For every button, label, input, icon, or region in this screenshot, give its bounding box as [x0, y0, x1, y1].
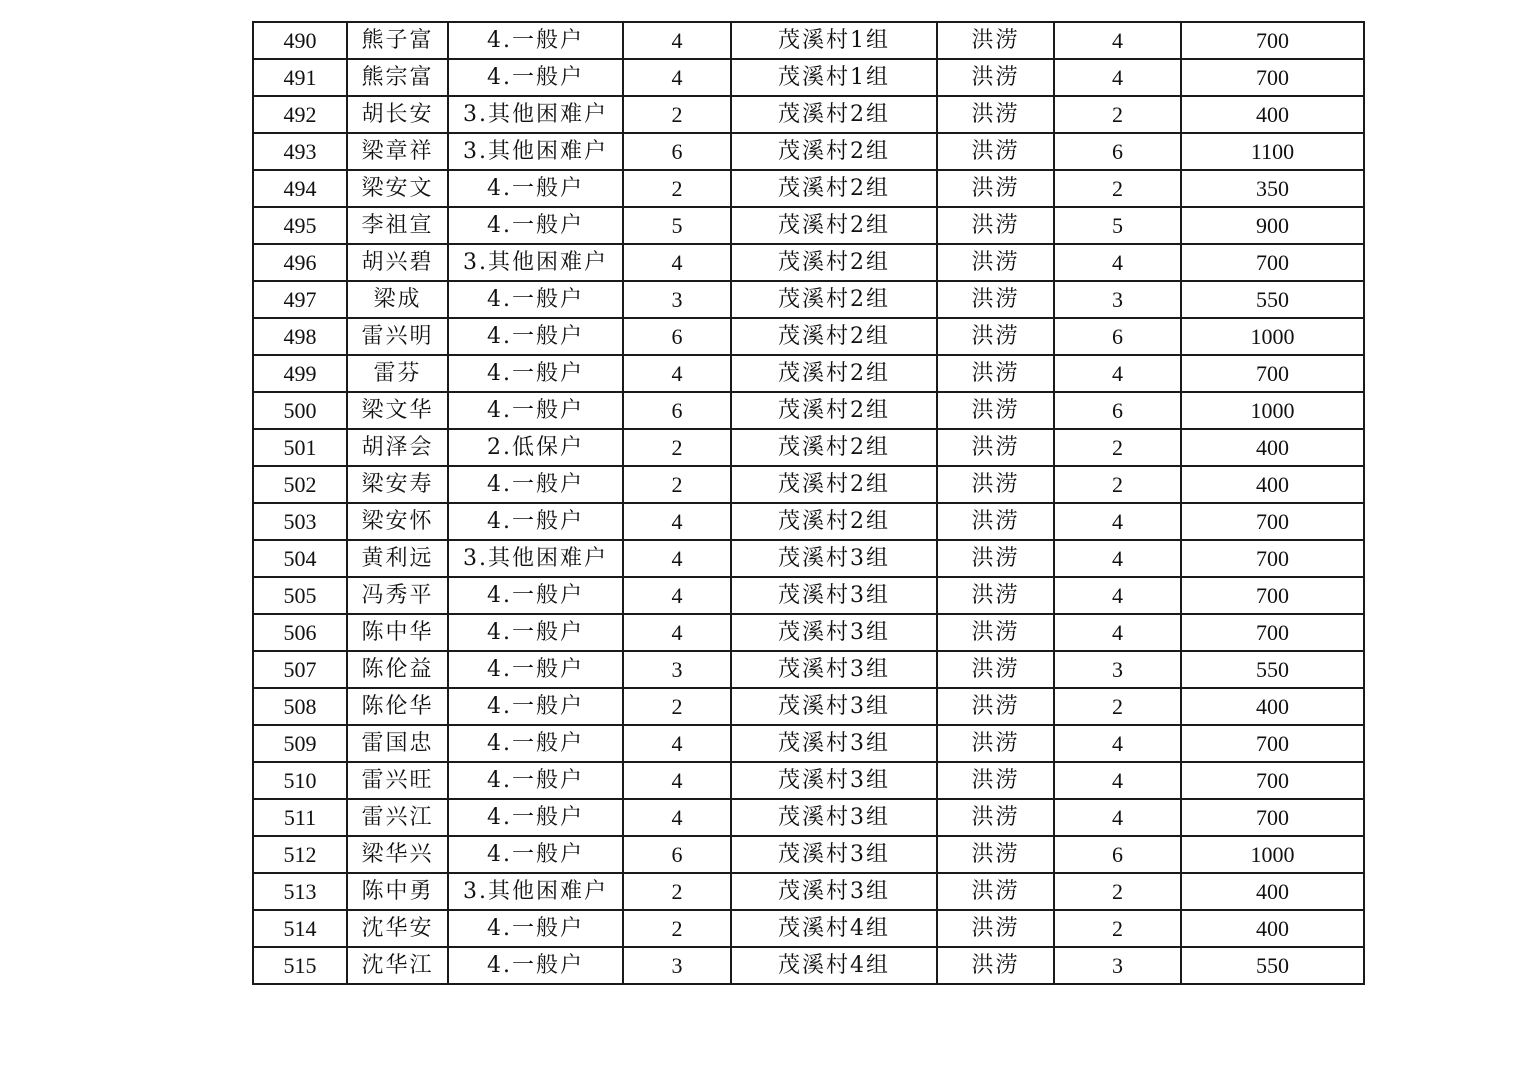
table-row — [253, 429, 1364, 466]
table-row — [253, 318, 1364, 355]
table-row — [253, 688, 1364, 725]
affected-people-cell: 3 — [1054, 947, 1181, 984]
address-cell: 茂溪村2组 — [731, 96, 937, 133]
affected-people-cell: 2 — [1054, 873, 1181, 910]
affected-people-cell: 2 — [1054, 170, 1181, 207]
household-type-cell: 4.一般户 — [448, 170, 623, 207]
affected-people-cell: 5 — [1054, 207, 1181, 244]
table-row — [253, 96, 1364, 133]
name-cell: 陈伦华 — [347, 688, 448, 725]
row-number-cell: 490 — [253, 22, 347, 59]
amount-cell: 700 — [1181, 244, 1364, 281]
name-cell: 梁章祥 — [347, 133, 448, 170]
disaster-type-cell: 洪涝 — [937, 540, 1054, 577]
row-number-cell: 507 — [253, 651, 347, 688]
household-type-cell: 4.一般户 — [448, 281, 623, 318]
disaster-type-cell: 洪涝 — [937, 762, 1054, 799]
table-row — [253, 503, 1364, 540]
row-number-cell: 492 — [253, 96, 347, 133]
table-row — [253, 614, 1364, 651]
address-cell: 茂溪村3组 — [731, 688, 937, 725]
row-number-cell: 497 — [253, 281, 347, 318]
table-row — [253, 392, 1364, 429]
name-cell: 雷兴明 — [347, 318, 448, 355]
disaster-type-cell: 洪涝 — [937, 318, 1054, 355]
row-number-cell: 502 — [253, 466, 347, 503]
name-cell: 熊宗富 — [347, 59, 448, 96]
row-number-cell: 494 — [253, 170, 347, 207]
amount-cell: 700 — [1181, 540, 1364, 577]
household-type-cell: 3.其他困难户 — [448, 96, 623, 133]
table-row — [253, 725, 1364, 762]
address-cell: 茂溪村4组 — [731, 947, 937, 984]
disaster-type-cell: 洪涝 — [937, 947, 1054, 984]
affected-people-cell: 4 — [1054, 22, 1181, 59]
amount-cell: 400 — [1181, 688, 1364, 725]
household-size-cell: 5 — [623, 207, 731, 244]
household-type-cell: 4.一般户 — [448, 318, 623, 355]
row-number-cell: 493 — [253, 133, 347, 170]
household-type-cell: 4.一般户 — [448, 392, 623, 429]
disaster-type-cell: 洪涝 — [937, 133, 1054, 170]
amount-cell: 400 — [1181, 96, 1364, 133]
affected-people-cell: 2 — [1054, 688, 1181, 725]
household-type-cell: 2.低保户 — [448, 429, 623, 466]
household-size-cell: 2 — [623, 466, 731, 503]
address-cell: 茂溪村3组 — [731, 540, 937, 577]
address-cell: 茂溪村2组 — [731, 466, 937, 503]
address-cell: 茂溪村3组 — [731, 577, 937, 614]
amount-cell: 550 — [1181, 281, 1364, 318]
name-cell: 陈伦益 — [347, 651, 448, 688]
amount-cell: 550 — [1181, 651, 1364, 688]
disaster-type-cell: 洪涝 — [937, 429, 1054, 466]
amount-cell: 900 — [1181, 207, 1364, 244]
table-row — [253, 170, 1364, 207]
household-size-cell: 4 — [623, 799, 731, 836]
disaster-type-cell: 洪涝 — [937, 725, 1054, 762]
name-cell: 陈中勇 — [347, 873, 448, 910]
amount-cell: 400 — [1181, 910, 1364, 947]
disaster-type-cell: 洪涝 — [937, 392, 1054, 429]
name-cell: 熊子富 — [347, 22, 448, 59]
affected-people-cell: 4 — [1054, 540, 1181, 577]
name-cell: 胡泽会 — [347, 429, 448, 466]
row-number-cell: 491 — [253, 59, 347, 96]
row-number-cell: 500 — [253, 392, 347, 429]
household-type-cell: 4.一般户 — [448, 651, 623, 688]
address-cell: 茂溪村2组 — [731, 207, 937, 244]
address-cell: 茂溪村2组 — [731, 281, 937, 318]
name-cell: 梁安寿 — [347, 466, 448, 503]
household-type-cell: 4.一般户 — [448, 59, 623, 96]
amount-cell: 700 — [1181, 577, 1364, 614]
amount-cell: 700 — [1181, 725, 1364, 762]
table-row — [253, 244, 1364, 281]
affected-people-cell: 4 — [1054, 244, 1181, 281]
affected-people-cell: 4 — [1054, 614, 1181, 651]
household-type-cell: 4.一般户 — [448, 577, 623, 614]
name-cell: 梁华兴 — [347, 836, 448, 873]
affected-people-cell: 6 — [1054, 318, 1181, 355]
name-cell: 胡长安 — [347, 96, 448, 133]
household-size-cell: 4 — [623, 762, 731, 799]
name-cell: 梁成 — [347, 281, 448, 318]
row-number-cell: 499 — [253, 355, 347, 392]
affected-people-cell: 4 — [1054, 577, 1181, 614]
disaster-type-cell: 洪涝 — [937, 577, 1054, 614]
household-size-cell: 3 — [623, 281, 731, 318]
row-number-cell: 513 — [253, 873, 347, 910]
name-cell: 雷兴旺 — [347, 762, 448, 799]
name-cell: 陈中华 — [347, 614, 448, 651]
household-size-cell: 2 — [623, 96, 731, 133]
household-type-cell: 4.一般户 — [448, 688, 623, 725]
address-cell: 茂溪村3组 — [731, 725, 937, 762]
address-cell: 茂溪村2组 — [731, 133, 937, 170]
affected-people-cell: 6 — [1054, 392, 1181, 429]
table-row — [253, 133, 1364, 170]
affected-people-cell: 3 — [1054, 651, 1181, 688]
name-cell: 梁安文 — [347, 170, 448, 207]
name-cell: 梁安怀 — [347, 503, 448, 540]
amount-cell: 700 — [1181, 22, 1364, 59]
address-cell: 茂溪村3组 — [731, 799, 937, 836]
household-size-cell: 6 — [623, 836, 731, 873]
address-cell: 茂溪村2组 — [731, 318, 937, 355]
disaster-type-cell: 洪涝 — [937, 910, 1054, 947]
household-size-cell: 4 — [623, 577, 731, 614]
household-type-cell: 4.一般户 — [448, 503, 623, 540]
table-row — [253, 910, 1364, 947]
household-type-cell: 3.其他困难户 — [448, 873, 623, 910]
disaster-type-cell: 洪涝 — [937, 614, 1054, 651]
affected-people-cell: 4 — [1054, 799, 1181, 836]
household-type-cell: 4.一般户 — [448, 799, 623, 836]
row-number-cell: 511 — [253, 799, 347, 836]
row-number-cell: 515 — [253, 947, 347, 984]
address-cell: 茂溪村1组 — [731, 22, 937, 59]
name-cell: 雷国忠 — [347, 725, 448, 762]
table-row — [253, 355, 1364, 392]
household-type-cell: 3.其他困难户 — [448, 540, 623, 577]
disaster-type-cell: 洪涝 — [937, 22, 1054, 59]
amount-cell: 700 — [1181, 799, 1364, 836]
address-cell: 茂溪村1组 — [731, 59, 937, 96]
amount-cell: 350 — [1181, 170, 1364, 207]
address-cell: 茂溪村3组 — [731, 651, 937, 688]
household-size-cell: 6 — [623, 392, 731, 429]
amount-cell: 700 — [1181, 503, 1364, 540]
household-size-cell: 4 — [623, 725, 731, 762]
amount-cell: 700 — [1181, 614, 1364, 651]
table-row — [253, 836, 1364, 873]
row-number-cell: 501 — [253, 429, 347, 466]
household-size-cell: 6 — [623, 318, 731, 355]
disaster-type-cell: 洪涝 — [937, 281, 1054, 318]
affected-people-cell: 2 — [1054, 466, 1181, 503]
household-type-cell: 4.一般户 — [448, 614, 623, 651]
affected-people-cell: 3 — [1054, 281, 1181, 318]
amount-cell: 1000 — [1181, 318, 1364, 355]
table-row — [253, 762, 1364, 799]
relief-roster-table — [252, 21, 1365, 985]
table-row — [253, 577, 1364, 614]
disaster-type-cell: 洪涝 — [937, 503, 1054, 540]
disaster-type-cell: 洪涝 — [937, 466, 1054, 503]
table-row — [253, 651, 1364, 688]
household-size-cell: 4 — [623, 614, 731, 651]
name-cell: 李祖宣 — [347, 207, 448, 244]
amount-cell: 400 — [1181, 466, 1364, 503]
roster-body — [253, 22, 1364, 984]
disaster-type-cell: 洪涝 — [937, 836, 1054, 873]
household-size-cell: 4 — [623, 59, 731, 96]
name-cell: 胡兴碧 — [347, 244, 448, 281]
table-row — [253, 540, 1364, 577]
household-type-cell: 4.一般户 — [448, 836, 623, 873]
amount-cell: 1000 — [1181, 836, 1364, 873]
name-cell: 沈华安 — [347, 910, 448, 947]
row-number-cell: 510 — [253, 762, 347, 799]
name-cell: 雷兴江 — [347, 799, 448, 836]
household-size-cell: 2 — [623, 170, 731, 207]
household-size-cell: 4 — [623, 22, 731, 59]
affected-people-cell: 2 — [1054, 96, 1181, 133]
household-size-cell: 3 — [623, 651, 731, 688]
name-cell: 沈华江 — [347, 947, 448, 984]
address-cell: 茂溪村4组 — [731, 910, 937, 947]
disaster-type-cell: 洪涝 — [937, 799, 1054, 836]
household-size-cell: 2 — [623, 910, 731, 947]
household-type-cell: 4.一般户 — [448, 355, 623, 392]
row-number-cell: 505 — [253, 577, 347, 614]
disaster-type-cell: 洪涝 — [937, 244, 1054, 281]
disaster-type-cell: 洪涝 — [937, 651, 1054, 688]
household-size-cell: 3 — [623, 947, 731, 984]
disaster-type-cell: 洪涝 — [937, 96, 1054, 133]
row-number-cell: 495 — [253, 207, 347, 244]
affected-people-cell: 4 — [1054, 59, 1181, 96]
disaster-type-cell: 洪涝 — [937, 170, 1054, 207]
household-size-cell: 2 — [623, 873, 731, 910]
household-type-cell: 4.一般户 — [448, 762, 623, 799]
disaster-type-cell: 洪涝 — [937, 59, 1054, 96]
address-cell: 茂溪村3组 — [731, 762, 937, 799]
affected-people-cell: 4 — [1054, 762, 1181, 799]
table-row — [253, 947, 1364, 984]
table-row — [253, 22, 1364, 59]
address-cell: 茂溪村2组 — [731, 503, 937, 540]
household-type-cell: 4.一般户 — [448, 910, 623, 947]
amount-cell: 400 — [1181, 873, 1364, 910]
household-size-cell: 2 — [623, 429, 731, 466]
affected-people-cell: 4 — [1054, 355, 1181, 392]
amount-cell: 1000 — [1181, 392, 1364, 429]
household-type-cell: 3.其他困难户 — [448, 133, 623, 170]
row-number-cell: 498 — [253, 318, 347, 355]
disaster-type-cell: 洪涝 — [937, 355, 1054, 392]
amount-cell: 700 — [1181, 59, 1364, 96]
table-row — [253, 873, 1364, 910]
table-row — [253, 466, 1364, 503]
address-cell: 茂溪村2组 — [731, 244, 937, 281]
affected-people-cell: 4 — [1054, 725, 1181, 762]
household-type-cell: 4.一般户 — [448, 22, 623, 59]
name-cell: 雷芬 — [347, 355, 448, 392]
amount-cell: 400 — [1181, 429, 1364, 466]
address-cell: 茂溪村3组 — [731, 614, 937, 651]
row-number-cell: 514 — [253, 910, 347, 947]
disaster-type-cell: 洪涝 — [937, 873, 1054, 910]
household-size-cell: 4 — [623, 503, 731, 540]
address-cell: 茂溪村2组 — [731, 429, 937, 466]
household-size-cell: 2 — [623, 688, 731, 725]
affected-people-cell: 4 — [1054, 503, 1181, 540]
household-type-cell: 4.一般户 — [448, 725, 623, 762]
affected-people-cell: 6 — [1054, 836, 1181, 873]
row-number-cell: 509 — [253, 725, 347, 762]
household-type-cell: 4.一般户 — [448, 947, 623, 984]
affected-people-cell: 2 — [1054, 429, 1181, 466]
household-size-cell: 6 — [623, 133, 731, 170]
household-type-cell: 4.一般户 — [448, 466, 623, 503]
address-cell: 茂溪村2组 — [731, 392, 937, 429]
household-size-cell: 4 — [623, 355, 731, 392]
row-number-cell: 508 — [253, 688, 347, 725]
row-number-cell: 503 — [253, 503, 347, 540]
affected-people-cell: 2 — [1054, 910, 1181, 947]
amount-cell: 700 — [1181, 355, 1364, 392]
table-row — [253, 799, 1364, 836]
household-size-cell: 4 — [623, 244, 731, 281]
table-row — [253, 207, 1364, 244]
table-row — [253, 59, 1364, 96]
name-cell: 梁文华 — [347, 392, 448, 429]
household-type-cell: 4.一般户 — [448, 207, 623, 244]
row-number-cell: 504 — [253, 540, 347, 577]
row-number-cell: 496 — [253, 244, 347, 281]
amount-cell: 700 — [1181, 762, 1364, 799]
name-cell: 冯秀平 — [347, 577, 448, 614]
disaster-type-cell: 洪涝 — [937, 207, 1054, 244]
row-number-cell: 506 — [253, 614, 347, 651]
table-row — [253, 281, 1364, 318]
disaster-type-cell: 洪涝 — [937, 688, 1054, 725]
row-number-cell: 512 — [253, 836, 347, 873]
name-cell: 黄利远 — [347, 540, 448, 577]
address-cell: 茂溪村2组 — [731, 170, 937, 207]
amount-cell: 550 — [1181, 947, 1364, 984]
amount-cell: 1100 — [1181, 133, 1364, 170]
address-cell: 茂溪村2组 — [731, 355, 937, 392]
household-type-cell: 3.其他困难户 — [448, 244, 623, 281]
affected-people-cell: 6 — [1054, 133, 1181, 170]
address-cell: 茂溪村3组 — [731, 873, 937, 910]
address-cell: 茂溪村3组 — [731, 836, 937, 873]
household-size-cell: 4 — [623, 540, 731, 577]
